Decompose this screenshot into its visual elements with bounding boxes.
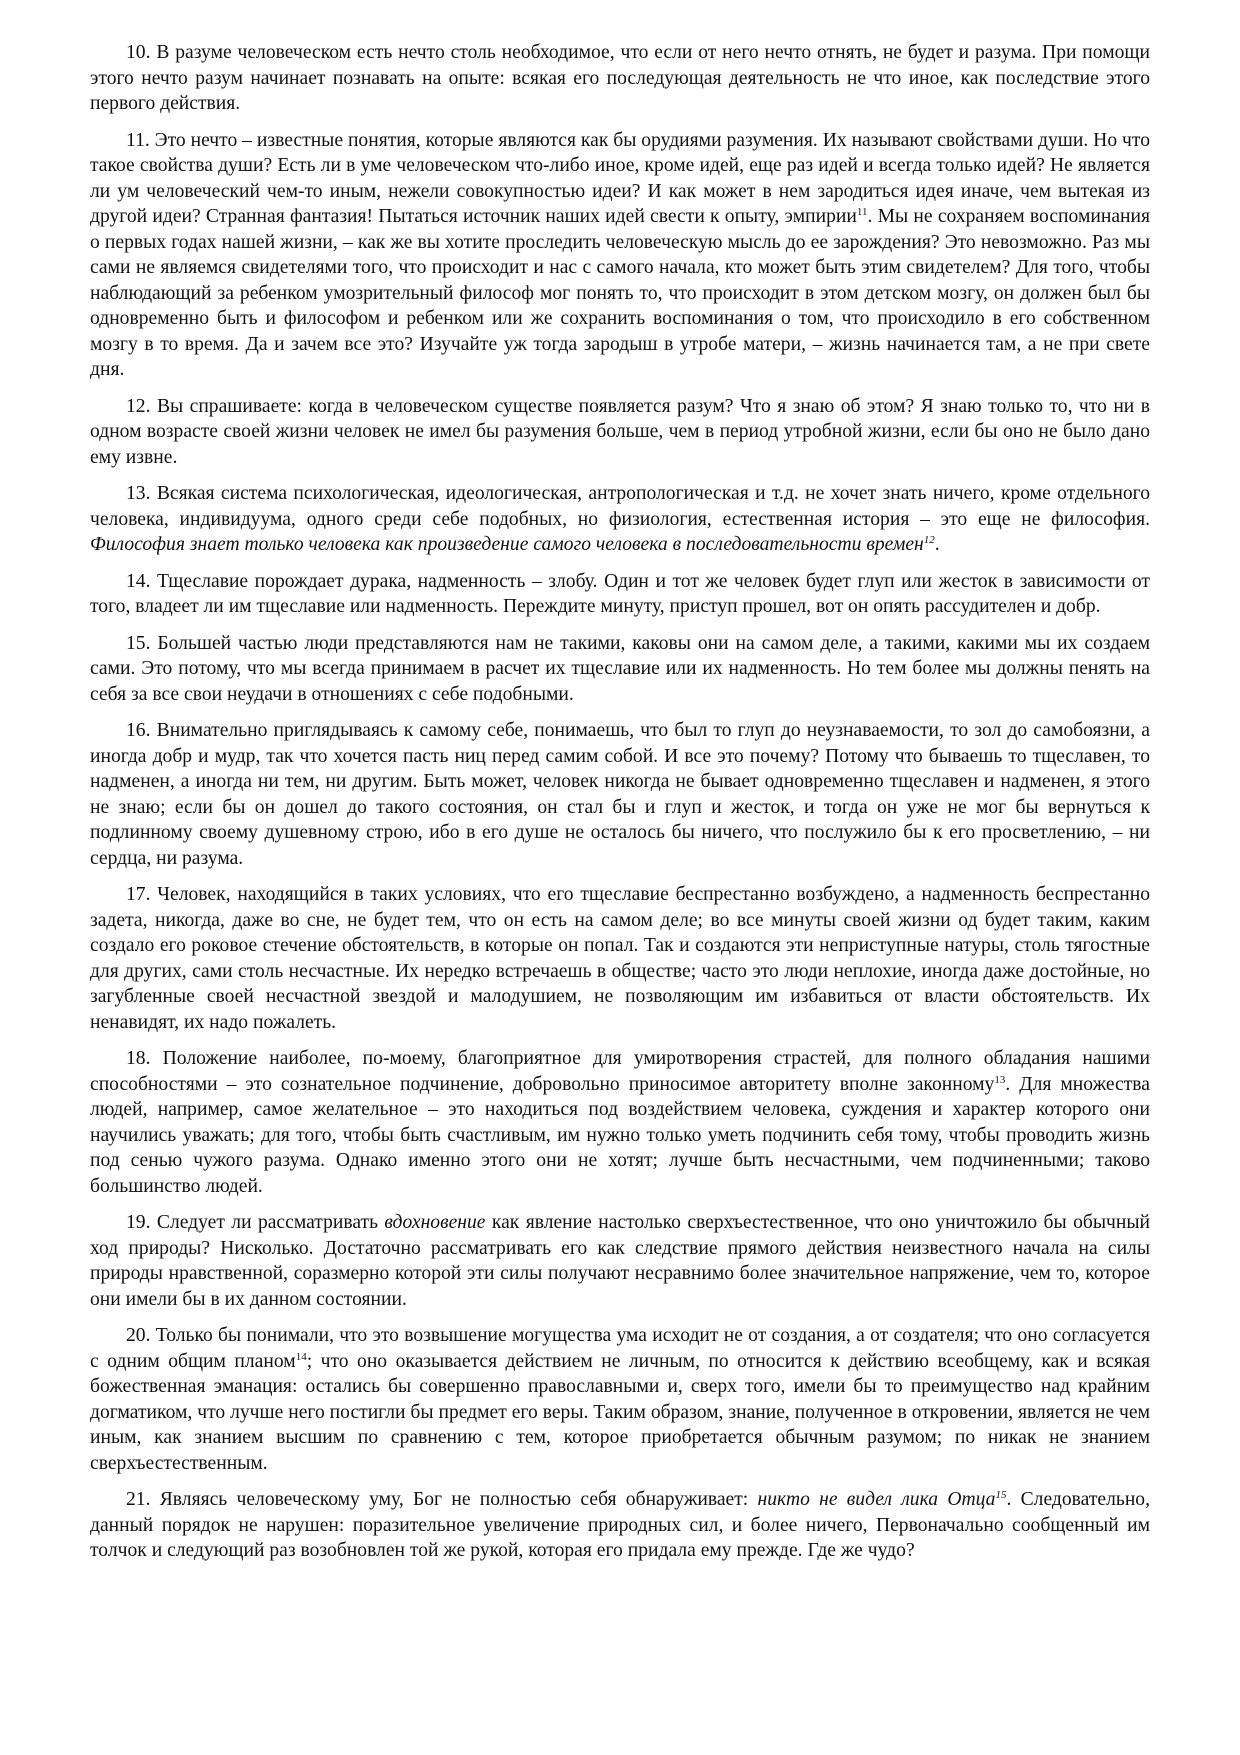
paragraph-13-italic-quote: Философия знает только человека как произведение самого человека в последовательности времен	[90, 534, 924, 555]
document-page	[90, 40, 1150, 1575]
paragraph-11-text-cont: . Мы не сохраняем воспоминания о первых годах нашей жизни, – как же вы хотите проследить человеческую мысль до ее зарождения? Это невозможно. Раз мы сами не являемся свидетелями того, что происходит и нас с самого начала, кто может быть этим свидетелем? Для того, чтобы наблюдающий за ребенком умозрительный философ мог понять то, что происходит в этом детском мозгу, он должен был бы одновременно быть и философом и ребенком или же сохранить воспоминания о том, что происходило в его собственном мозгу в то время. Да и зачем все это? Изучайте уж тогда зародыш в утробе матери, – жизнь начинается там, а не при свете дня.	[90, 206, 1150, 380]
paragraph-16	[90, 718, 1150, 871]
footnote-ref-11[interactable]: 11	[856, 206, 868, 218]
paragraph-13	[90, 481, 1150, 558]
paragraph-17	[90, 882, 1150, 1035]
footnote-ref-12-label: 12	[923, 534, 935, 546]
footnote-ref-12[interactable]	[924, 534, 935, 546]
paragraph-12-text: 12. Вы спрашиваете: когда в человеческом существе появляется разум? Что я знаю об этом? Я знаю только то, что ни в одном возрасте своей жизни человек не имел бы разумения больше, чем в период утробной жизни, если бы оно не было дано ему извне.	[90, 395, 1150, 468]
paragraph-18-text: 18. Положение наиболее, по-моему, благоприятное для умиротворения страстей, для полного обладания нашими способностями – это сознательное подчинение, добровольно приносимое авторитету вполне законному	[90, 1048, 1150, 1095]
paragraph-15-text: 15. Большей частью люди представляются нам не такими, каковы они на самом деле, а такими, какими мы их создаем сами. Это потому, что мы всегда принимаем в расчет их тщеславие или их надменность. Но тем более мы должны пенять на себя за все свои неудачи в отношениях с себе подобными.	[90, 632, 1150, 705]
paragraph-19-text: 19. Следует ли рассматривать	[126, 1212, 385, 1233]
paragraph-20	[90, 1323, 1150, 1476]
paragraph-10	[90, 40, 1150, 117]
paragraph-16-text: 16. Внимательно приглядываясь к самому себе, понимаешь, что был то глуп до неузнаваемости, то зол до самобоязни, а иногда добр и мудр, так что хочется пасть ниц перед самим собой. И все это почему? Потому что бываешь то тщеславен, то надменен, а иногда ни тем, ни другим. Быть может, человек никогда не бывает одновременно тщеславен и надменен, я этого не знаю; если бы он дошел до такого состояния, он стал бы и глуп и жесток, и тогда он уже не мог бы вернуться к подлинному своему душевному строю, ибо в его душе не осталось бы ничего, что послужило бы к его просветлению, – ни сердца, ни разума.	[90, 720, 1150, 869]
paragraph-20-text: 20. Только бы понимали, что это возвышение могущества ума исходит не от создания, а от создателя; что оно согласуется с одним общим планом	[90, 1325, 1150, 1372]
paragraph-13-text: 13. Всякая система психологическая, идеологическая, антропологическая и т.д. не хочет знать ничего, кроме отдельного человека, индивидуума, одного среди себе подобных, но физиология, естественная история – это еще не философия.	[90, 483, 1150, 530]
paragraph-21-text: 21. Являясь человеческому уму, Бог не полностью себя обнаруживает:	[126, 1489, 758, 1510]
paragraph-14	[90, 569, 1150, 620]
paragraph-13-period: .	[934, 534, 940, 555]
paragraph-12	[90, 394, 1150, 471]
paragraph-19	[90, 1210, 1150, 1312]
footnote-ref-15-label: 15	[995, 1489, 1007, 1501]
paragraph-10-text: 10. В разуме человеческом есть нечто столь необходимое, что если от него нечто отнять, не будет и разума. При помощи этого нечто разум начинает познавать на опыте: всякая его последующая деятельность не что иное, как последствие этого первого действия.	[90, 42, 1150, 114]
paragraph-14-text: 14. Тщеславие порождает дурака, надменность – злобу. Один и тот же человек будет глуп или жесток в зависимости от того, владеет ли им тщеславие или надменность. Переждите минуту, приступ прошел, вот он опять рассудителен и добр.	[90, 570, 1150, 617]
footnote-ref-15[interactable]	[995, 1489, 1006, 1501]
paragraph-15	[90, 631, 1150, 708]
paragraph-18	[90, 1046, 1150, 1199]
paragraph-19-text-cont: как явление настолько сверхъестественное, что оно уничтожило бы обычный ход природы? Нисколько. Достаточно рассматривать его как следствие прямого действия неизвестного начала на силы природы нравственной, соразмерно которой эти силы получают несравнимо более значительное напряжение, чем то, которое они имели бы в их данном состоянии.	[90, 1212, 1150, 1310]
paragraph-19-italic-term: вдохновение	[384, 1212, 486, 1233]
paragraph-21-italic-quote: никто не видел лика Отца	[757, 1489, 996, 1510]
paragraph-18-text-cont: . Для множества людей, например, самое желательное – это находиться под воздействием человека, суждения и характер которого они научились уважать; для того, чтобы быть счастливым, им нужно только уметь подчинить себя тому, чтобы проводить жизнь под сенью чужого разума. Однако именно этого они не хотят; лучше быть несчастными, чем подчиненными; таково большинство людей.	[90, 1073, 1150, 1197]
paragraph-11	[90, 128, 1150, 383]
paragraph-21	[90, 1487, 1150, 1564]
paragraph-17-text: 17. Человек, находящийся в таких условиях, что его тщеславие беспрестанно возбуждено, а надменность беспрестанно задета, никогда, даже во сне, не будет тем, что он есть на самом деле; во все минуты своей жизни од будет таким, каким создало его роковое стечение обстоятельств, в которые он попал. Так и создаются эти неприступные натуры, столь тягостные для других, сами столь несчастные. Их нередко встречаешь в обществе; часто это люди неплохие, иногда даже достойные, но загубленные своей несчастной звездой и малодушием, не позволяющим им избавиться от власти обстоятельств. Их ненавидят, их надо пожалеть.	[90, 884, 1150, 1033]
paragraph-20-text-cont: ; что оно оказывается действием не личным, по относится к действию всеобщему, как и всякая божественная эманация: остались бы совершенно православными и, сверх того, имели бы то преимущество над крайним догматиком, что лучше него постигли бы предмет его веры. Таким образом, знание, полученное в откровении, является не чем иным, как знанием высшим по сравнению с тем, которое приобретается обычным разумом; по никак не знанием сверхъестественным.	[90, 1350, 1151, 1474]
paragraph-21-text-cont: . Следовательно, данный порядок не нарушен: поразительное увеличение природных сил, и более ничего, Первоначально сообщенный им толчок и следующий раз возобновлен той же рукой, которая его придала ему прежде. Где же чудо?	[90, 1489, 1151, 1561]
footnote-ref-13[interactable]: 13	[994, 1073, 1006, 1086]
footnote-ref-14[interactable]: 14	[295, 1350, 307, 1363]
paragraph-11-text: 11. Это нечто – известные понятия, которые являются как бы орудиями разумения. Их называют свойствами души. Но что такое свойства души? Есть ли в уме человеческом что-либо иное, кроме идей, еще раз идей и всегда только идей? Не является ли ум человеческий чем-то иным, нежели совокупностью идеи? И как может в нем зародиться идея иначе, чем вытекая из другой идеи? Странная фантазия! Пытаться источник наших идей свести к опыту, эмпирии	[90, 129, 1150, 227]
